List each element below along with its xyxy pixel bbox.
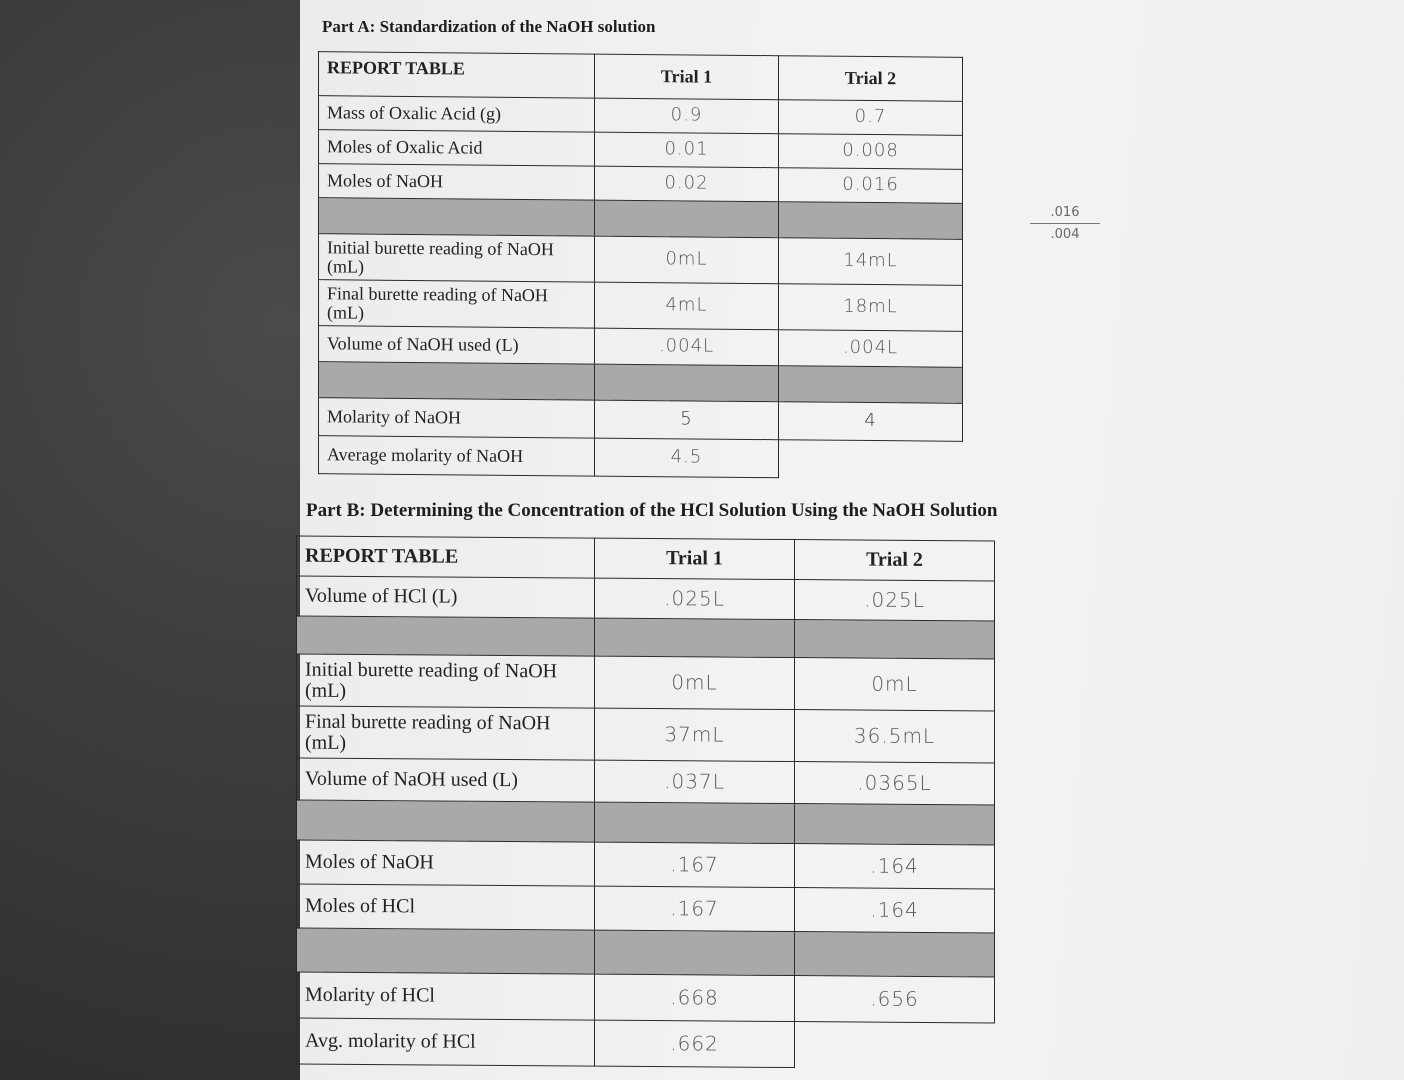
part-a-report-table <box>318 51 963 480</box>
table-row <box>297 1018 995 1069</box>
trial-1-value: .167 <box>595 842 795 887</box>
trial-1-value: 37mL <box>595 708 795 761</box>
gray-separator-row <box>319 362 963 404</box>
trial-2-value: .025L <box>795 580 995 621</box>
fraction-line <box>1030 223 1100 224</box>
row-label: Initial burette reading of NaOH (mL) <box>297 654 595 708</box>
trial-1-value: 0.02 <box>595 166 779 202</box>
row-label: Volume of HCl (L) <box>297 576 595 618</box>
table-row <box>319 280 963 332</box>
table-row <box>319 398 963 442</box>
trial-2-value: .656 <box>795 976 995 1023</box>
trial-2-value: 0mL <box>795 658 995 711</box>
row-label: Moles of HCl <box>297 884 595 930</box>
trial-2-value: 0.008 <box>779 134 963 170</box>
row-label: Final burette reading of NaOH (mL) <box>319 280 595 328</box>
trial-1-value: 5 <box>595 400 779 440</box>
trial-1-value: .025L <box>595 578 795 619</box>
trial-2-value: 36.5mL <box>795 710 995 763</box>
gray-separator-row <box>297 800 995 845</box>
gray-separator-row <box>319 198 963 240</box>
trial-1-value: .668 <box>595 974 795 1021</box>
trial-1-value: 4.5 <box>595 438 779 478</box>
part-b-report-table <box>296 536 995 1070</box>
table-row <box>319 326 963 368</box>
trial-1-value: .004L <box>595 328 779 366</box>
row-label: Average molarity of NaOH <box>319 436 595 476</box>
row-label: Molarity of NaOH <box>319 398 595 438</box>
row-label: Moles of NaOH <box>319 164 595 200</box>
table-header-row <box>297 536 995 581</box>
note-denominator: .004 <box>1050 227 1080 242</box>
trial-1-value: 0.9 <box>595 98 779 134</box>
table-row <box>319 234 963 286</box>
table-row <box>297 840 995 889</box>
trial-1-value: 0.01 <box>595 132 779 168</box>
table-row <box>319 164 963 204</box>
table-row <box>297 654 995 711</box>
row-label: Volume of NaOH used (L) <box>297 758 595 802</box>
header-trial-2: Trial 2 <box>795 540 995 581</box>
trial-1-value: .662 <box>595 1020 795 1067</box>
row-label: Final burette reading of NaOH (mL) <box>297 706 595 760</box>
gray-separator-row <box>297 616 995 659</box>
trial-2-value: .164 <box>795 888 995 933</box>
table-row <box>297 576 995 621</box>
row-label: Moles of NaOH <box>297 840 595 886</box>
trial-1-value: 4mL <box>595 282 779 330</box>
header-report-table: REPORT TABLE <box>297 536 595 578</box>
row-label: Avg. molarity of HCl <box>297 1018 595 1066</box>
row-label: Volume of NaOH used (L) <box>319 326 595 364</box>
trial-2-value: 4 <box>779 402 963 442</box>
table-row <box>319 96 963 136</box>
row-label: Moles of Oxalic Acid <box>319 130 595 166</box>
part-b-title: Part B: Determining the Concentration of the HCl Solution Using the NaOH Solution <box>306 500 998 521</box>
row-label: Initial burette reading of NaOH (mL) <box>319 234 595 282</box>
note-numerator: .016 <box>1050 205 1080 220</box>
trial-1-value: 0mL <box>595 656 795 709</box>
margin-calculation-note <box>1030 205 1100 242</box>
row-label: Mass of Oxalic Acid (g) <box>319 96 595 132</box>
trial-2-value: 18mL <box>779 284 963 332</box>
trial-2-value: 14mL <box>779 238 963 286</box>
table-row <box>297 972 995 1023</box>
table-row <box>297 706 995 763</box>
header-trial-2: Trial 2 <box>779 56 963 102</box>
header-report-table: REPORT TABLE <box>319 52 595 98</box>
trial-2-value: 0.7 <box>779 100 963 136</box>
trial-2-value: 0.016 <box>779 168 963 204</box>
header-trial-1: Trial 1 <box>595 54 779 100</box>
trial-1-value: .037L <box>595 760 795 803</box>
trial-2-value: .0365L <box>795 762 995 805</box>
gray-separator-row <box>297 928 995 977</box>
row-label: Molarity of HCl <box>297 972 595 1020</box>
table-row <box>297 758 995 805</box>
table-row <box>297 884 995 933</box>
table-row <box>319 436 963 480</box>
table-row <box>319 130 963 170</box>
trial-2-value: .164 <box>795 844 995 889</box>
trial-1-value: .167 <box>595 886 795 931</box>
trial-1-value: 0mL <box>595 236 779 284</box>
header-trial-1: Trial 1 <box>595 538 795 579</box>
table-header-row <box>319 52 963 102</box>
trial-2-value: .004L <box>779 330 963 368</box>
part-a-title: Part A: Standardization of the NaOH solution <box>322 17 656 36</box>
